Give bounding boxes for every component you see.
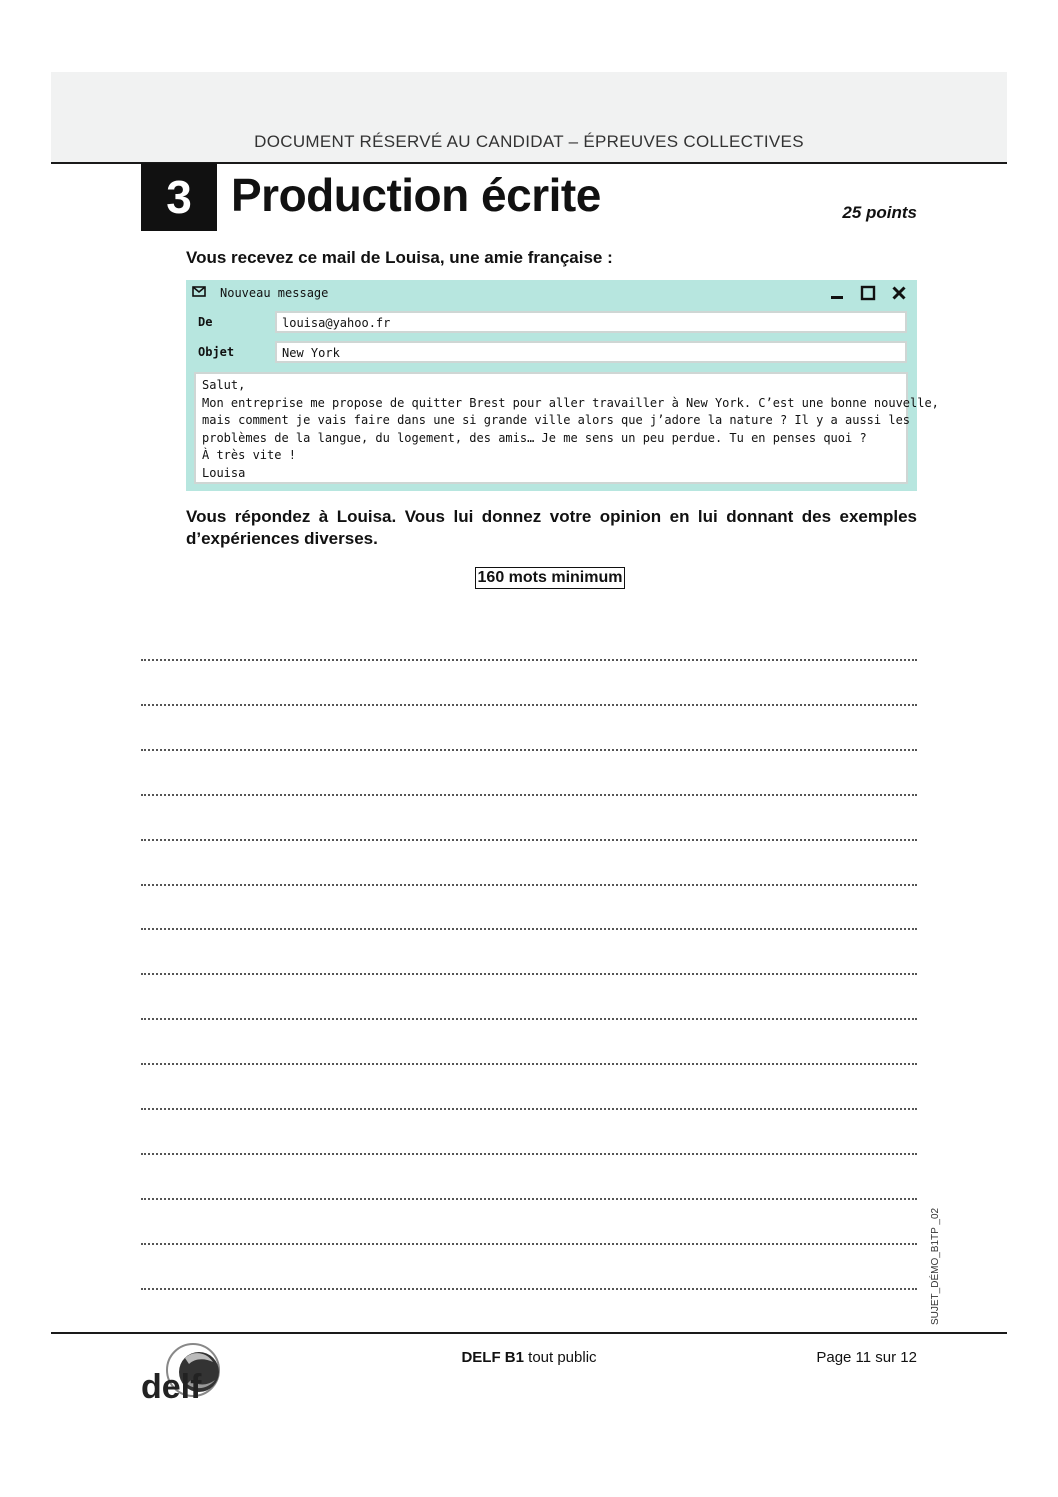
from-field[interactable]: louisa@yahoo.fr xyxy=(275,311,907,333)
close-icon[interactable] xyxy=(891,285,907,301)
answer-line[interactable] xyxy=(141,1243,917,1245)
answer-line[interactable] xyxy=(141,1018,917,1020)
answer-line[interactable] xyxy=(141,794,917,796)
answer-line[interactable] xyxy=(141,1198,917,1200)
answer-line[interactable] xyxy=(141,973,917,975)
footer-rule xyxy=(51,1332,1007,1334)
mail-window xyxy=(186,280,939,491)
answer-line[interactable] xyxy=(141,1108,917,1110)
mail-body-line: Mon entreprise me propose de quitter Brest pour aller travailler à New York. C’est une bonne nouvelle, xyxy=(202,395,939,410)
section-points: 25 points xyxy=(842,203,917,222)
mail-body-line: À très vite ! xyxy=(202,448,296,462)
answer-line[interactable] xyxy=(141,749,917,751)
maximize-icon[interactable] xyxy=(860,285,876,301)
section-number: 3 xyxy=(141,163,217,231)
footer-page-number: Page 11 sur 12 xyxy=(816,1349,917,1366)
section-title: Production écrite xyxy=(231,169,601,221)
header-band xyxy=(51,72,1007,164)
footer-exam-audience: tout public xyxy=(523,1349,597,1366)
minimize-icon[interactable] xyxy=(829,285,845,301)
word-minimum-box: 160 mots minimum xyxy=(475,567,625,589)
mail-titlebar xyxy=(186,280,917,306)
header-text: DOCUMENT RÉSERVÉ AU CANDIDAT – ÉPREUVES COLLECTIVES xyxy=(254,132,804,151)
intro-text: Vous recevez ce mail de Louisa, une amie française : xyxy=(186,248,613,267)
answer-line[interactable] xyxy=(141,1153,917,1155)
mail-body-line: Louisa xyxy=(202,465,246,480)
mail-body[interactable] xyxy=(194,372,939,484)
answer-line[interactable] xyxy=(141,659,917,661)
mail-window-title: Nouveau message xyxy=(220,286,329,300)
task-instruction: Vous répondez à Louisa. Vous lui donnez votre opinion en lui donnant des exemples d’expériences diverses. xyxy=(186,507,917,548)
answer-line[interactable] xyxy=(141,1063,917,1065)
answer-line[interactable] xyxy=(141,1288,917,1290)
mail-body-line: problèmes de la langue, du logement, des amis… Je me sens un peu perdue. Tu en penses quoi ? xyxy=(202,430,867,445)
answer-line[interactable] xyxy=(141,928,917,930)
envelope-icon xyxy=(192,286,206,297)
delf-logo-text: delf xyxy=(141,1368,202,1404)
answer-line[interactable] xyxy=(141,839,917,841)
subject-label: Objet xyxy=(198,345,235,359)
mail-body-line: mais comment je vais faire dans une si grande ville alors que j’adore la nature ? Il y a aussi les xyxy=(202,413,911,427)
footer-exam-level: DELF B1 xyxy=(461,1349,524,1366)
side-code: SUJET_DÉMO_B1TP _02 xyxy=(930,1207,941,1325)
from-label: De xyxy=(198,315,213,329)
mail-body-line: Salut, xyxy=(202,378,246,392)
answer-line[interactable] xyxy=(141,884,917,886)
answer-line[interactable] xyxy=(141,704,917,706)
subject-field[interactable]: New York xyxy=(275,341,907,363)
